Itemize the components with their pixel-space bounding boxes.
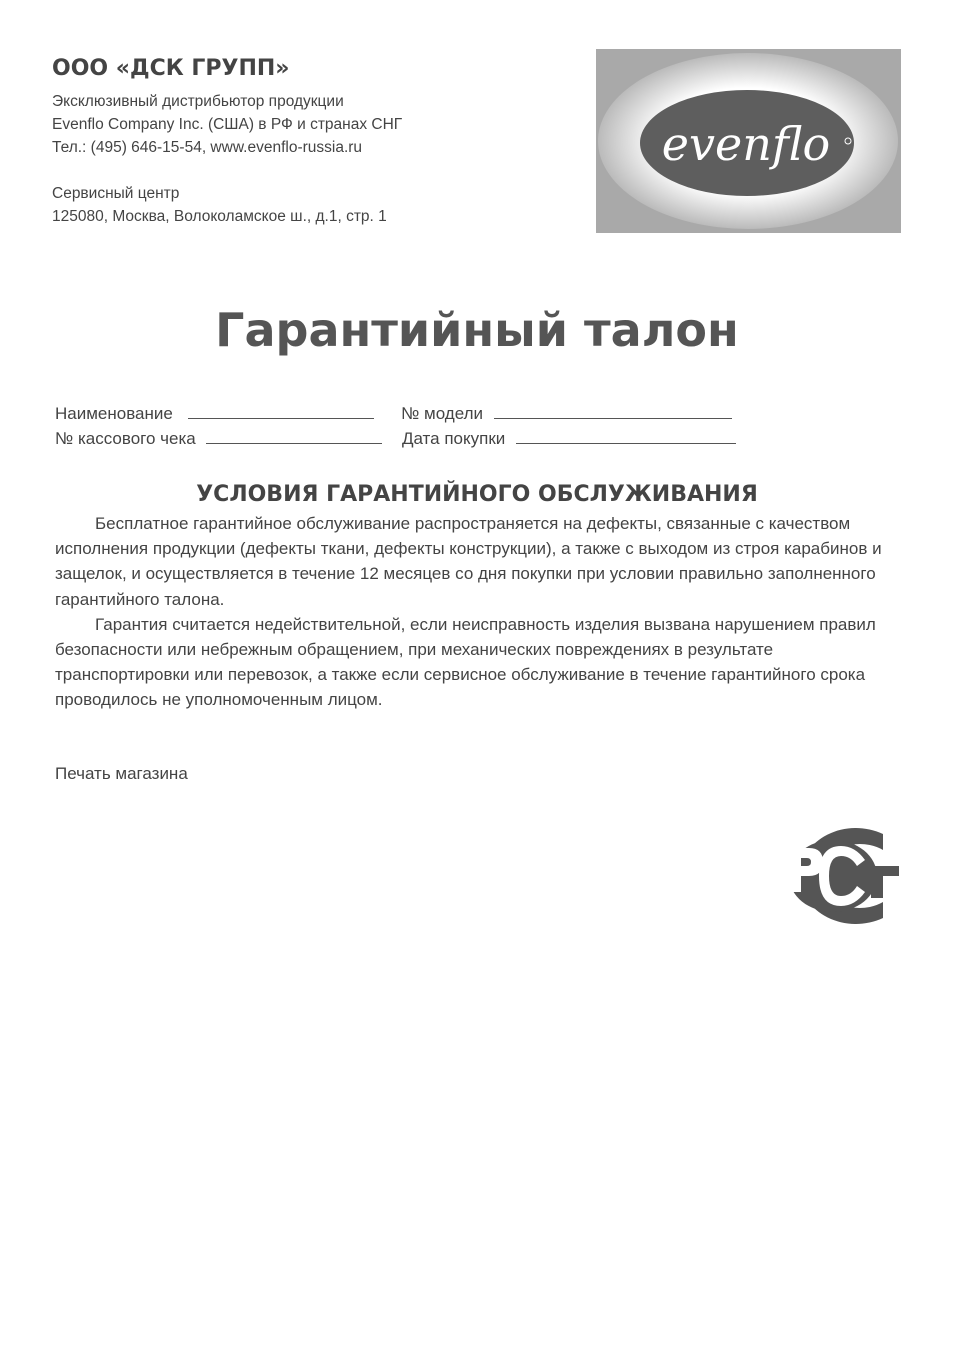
evenflo-logo-icon xyxy=(596,49,901,233)
evenflo-logo xyxy=(596,49,901,233)
conditions-paragraph-1: Бесплатное гарантийное обслуживание распространяется на дефекты, связанные с качеством исполнения продукции (дефекты ткани, дефекты конструкции), а также с выходом из строя карабинов и защелок, и осуществляется в течение 12 месяцев со дня покупки при условии правильно заполненного гарантийного талона. xyxy=(55,514,882,609)
purchase-date-label: Дата покупки xyxy=(401,429,506,448)
store-stamp-label: Печать магазина xyxy=(55,764,188,783)
service-center-label: Сервисный центр xyxy=(52,185,180,202)
company-distribution: Evenflo Company Inc. (США) в РФ и странах СНГ xyxy=(52,116,403,133)
receipt-label: № кассового чека xyxy=(55,429,196,448)
rst-certification-icon xyxy=(771,826,901,926)
company-contacts: Тел.: (495) 646-15-54, www.evenflo-russia.ru xyxy=(52,139,363,156)
evenflo-wordmark: evenflo xyxy=(661,117,831,171)
conditions-heading: УСЛОВИЯ ГАРАНТИЙНОГО ОБСЛУЖИВАНИЯ xyxy=(196,482,758,507)
company-description: Эксклюзивный дистрибьютор продукции xyxy=(52,93,344,110)
model-label: № модели xyxy=(401,404,484,423)
form-row-receipt-date xyxy=(55,426,736,451)
model-field[interactable] xyxy=(494,401,732,419)
company-name: ООО «ДСК ГРУПП» xyxy=(52,56,290,81)
receipt-field[interactable] xyxy=(206,426,382,444)
name-field[interactable] xyxy=(188,401,374,419)
company-info xyxy=(52,54,572,228)
form-row-name-model xyxy=(55,401,732,426)
conditions-paragraph-2: Гарантия считается недействительной, если неисправность изделия вызвана нарушением правил безопасности или небрежным обращением, при механических повреждениях в результате транспортировки или перевозок, а также если сервисное обслуживание в течение гарантийного срока проводилось не уполномоченным лицом. xyxy=(55,614,876,710)
name-label: Наименование xyxy=(55,404,173,423)
conditions-text xyxy=(55,511,900,713)
service-center-address: 125080, Москва, Волоколамское ш., д.1, стр. 1 xyxy=(52,208,387,225)
purchase-date-field[interactable] xyxy=(516,426,736,444)
page-title: Гарантийный талон xyxy=(215,303,739,357)
